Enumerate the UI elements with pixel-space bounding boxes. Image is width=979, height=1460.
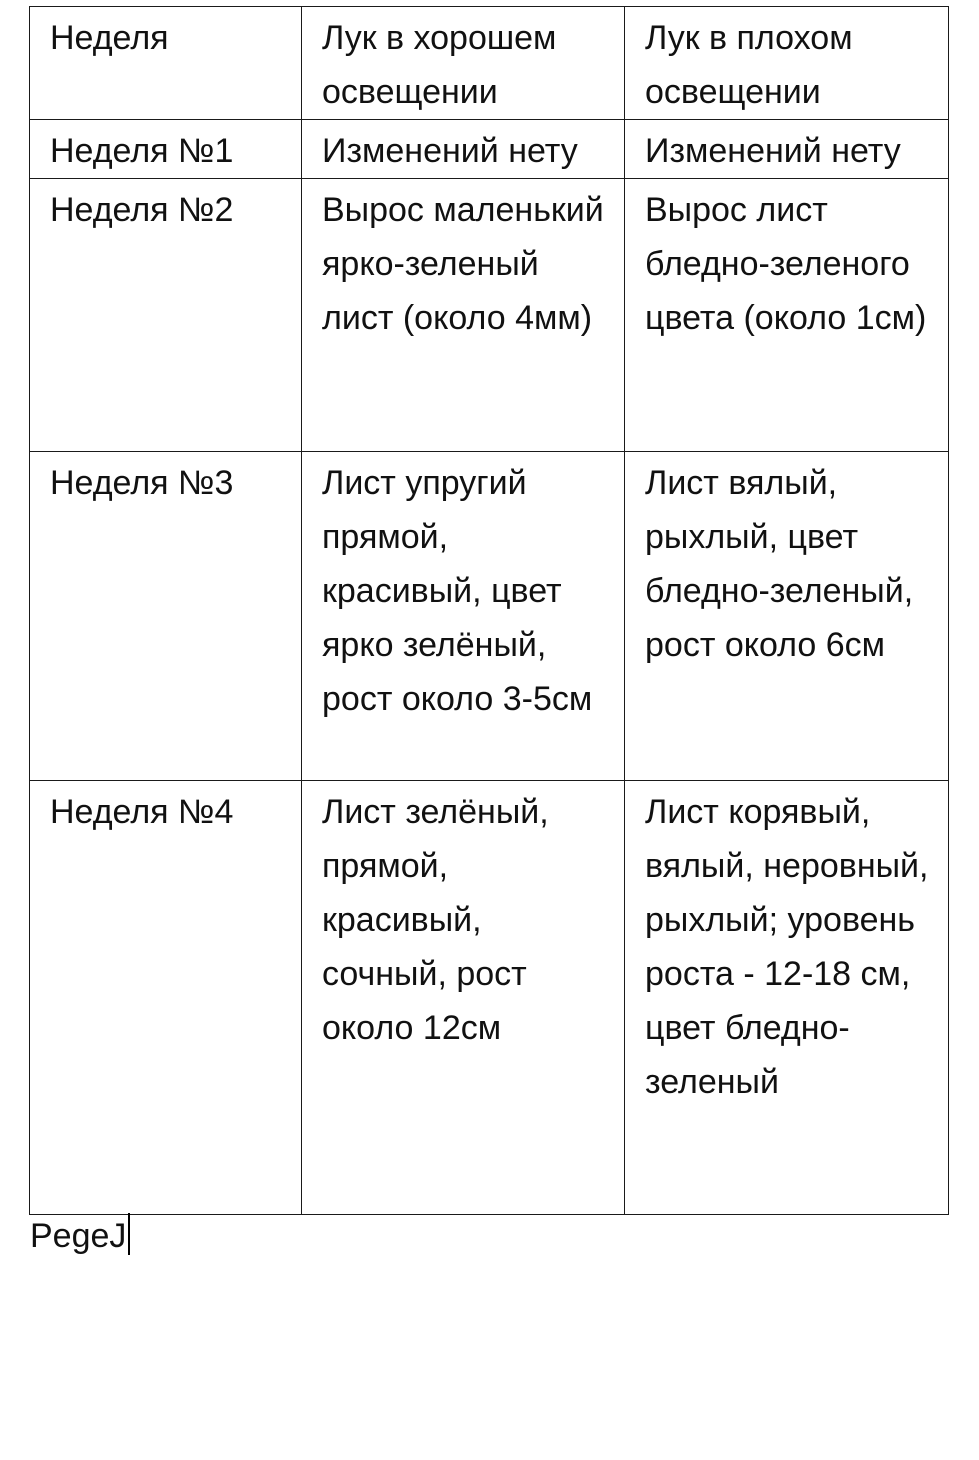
table-cell-poor-light[interactable]: Вырос лист бледно-зеленого цвета (около 1см)	[625, 179, 949, 452]
table-cell-good-light[interactable]: Вырос маленький ярко-зеленый лист (около 4мм)	[302, 179, 625, 452]
table-cell-week[interactable]: Неделя №4	[30, 781, 302, 1215]
table-cell-good-light[interactable]: Лист упругий прямой, красивый, цвет ярко зелёный, рост около 3-5см	[302, 452, 625, 781]
text-cursor	[128, 1213, 130, 1255]
table-cell-poor-light[interactable]: Лист вялый, рыхлый, цвет бледно-зеленый, рост около 6см	[625, 452, 949, 781]
observation-table	[29, 6, 949, 1215]
table-row	[30, 452, 949, 781]
header-cell-good-light[interactable]: Лук в хорошем освещении	[302, 7, 625, 120]
table-row	[30, 781, 949, 1215]
table-cell-week[interactable]: Неделя №3	[30, 452, 302, 781]
table-cell-week[interactable]: Неделя №2	[30, 179, 302, 452]
header-cell-poor-light[interactable]: Лук в плохом освещении	[625, 7, 949, 120]
table-cell-week[interactable]: Неделя №1	[30, 120, 302, 179]
header-cell-week[interactable]: Неделя	[30, 7, 302, 120]
table-cell-good-light[interactable]: Лист зелёный, прямой, красивый, сочный, рост около 12см	[302, 781, 625, 1215]
table-row	[30, 120, 949, 179]
table-header-row	[30, 7, 949, 120]
table-row	[30, 179, 949, 452]
table-cell-good-light[interactable]: Изменений нету	[302, 120, 625, 179]
trailing-text: PegeJ	[30, 1217, 127, 1255]
table-cell-poor-light[interactable]: Лист корявый, вялый, неровный, рыхлый; уровень роста - 12-18 см, цвет бледно-зеленый	[625, 781, 949, 1215]
trailing-paragraph[interactable]	[30, 1209, 130, 1263]
table-cell-poor-light[interactable]: Изменений нету	[625, 120, 949, 179]
